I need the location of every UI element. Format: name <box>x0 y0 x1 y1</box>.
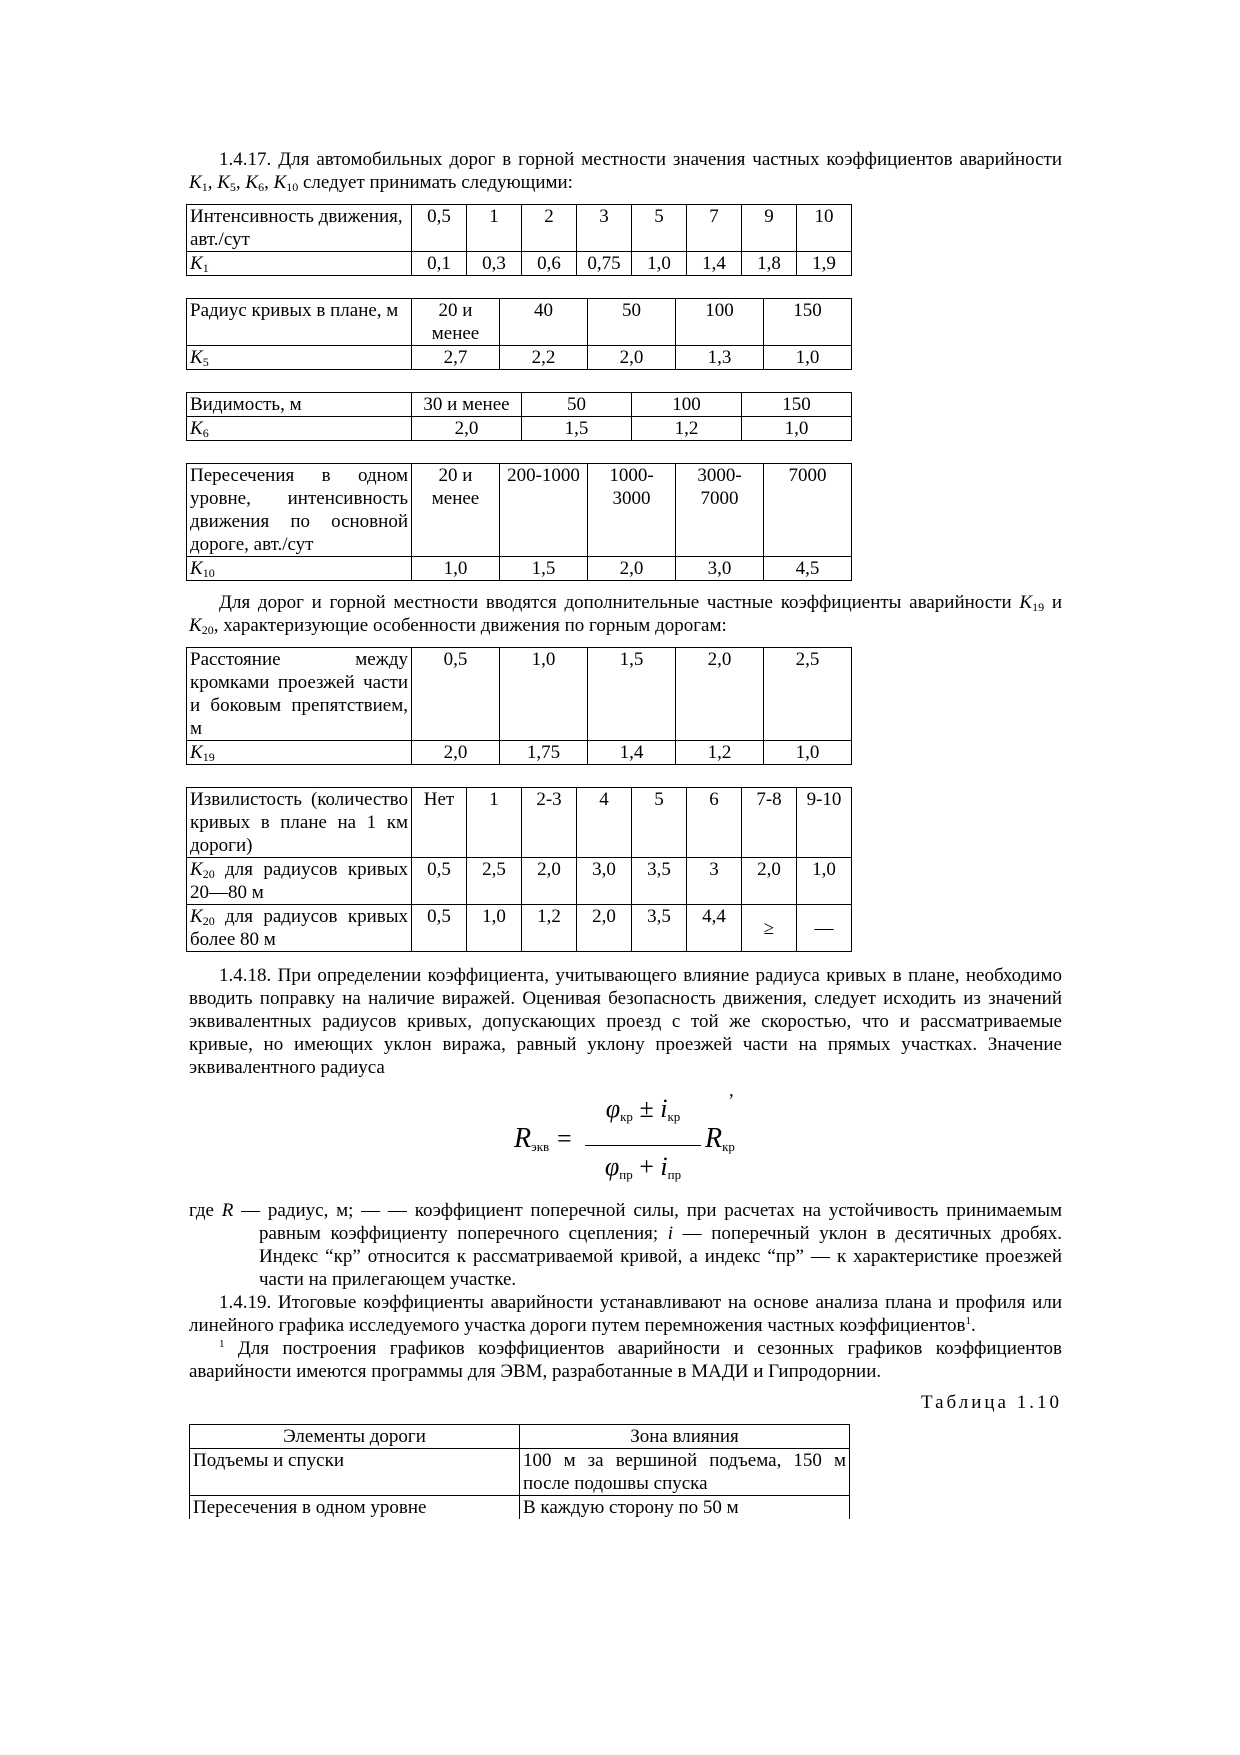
formula-denominator: φпр + iпр <box>604 1152 682 1182</box>
table-row <box>187 417 852 441</box>
fraction-bar <box>585 1145 701 1146</box>
table-cell: 1,9 <box>797 252 852 276</box>
table-cell: 1,0 <box>500 648 588 741</box>
table-cell: 9-10 <box>797 788 852 858</box>
footnote: $^1$ Для построения графиков коэффициентов аварийности и сезонных графиков коэффициентов аварийности имеются программы для ЭВМ, разработанные в МАДИ и Гипродорнии. <box>189 1338 1062 1382</box>
table-cell: 0,1 <box>412 252 467 276</box>
table-cell: 5 <box>632 788 687 858</box>
table-label: Видимость, м <box>187 393 412 417</box>
table-cell: 2,0 <box>412 741 500 765</box>
coefficient-label: $K_5$ <box>187 346 412 370</box>
table-cell: 2,0 <box>522 858 577 905</box>
table-cell: 2,0 <box>412 417 522 441</box>
table-cell: 1 <box>467 788 522 858</box>
formula-lhs: Rэкв <box>514 1123 550 1154</box>
table-cell: 1,4 <box>687 252 742 276</box>
table-row <box>187 557 852 581</box>
table-k6 <box>186 392 852 441</box>
table-cell: 3,5 <box>632 905 687 952</box>
table-cell: 10 <box>797 205 852 252</box>
table-cell: 2,7 <box>412 346 500 370</box>
table-cell: 1 <box>467 205 522 252</box>
column-header: Зона влияния <box>520 1425 850 1449</box>
table-cell: 2,5 <box>764 648 852 741</box>
table-row <box>187 299 852 346</box>
table-cell: 1,5 <box>588 648 676 741</box>
table-cell: 7000 <box>764 464 852 557</box>
table-k10 <box>186 463 852 581</box>
paragraph-1-4-19: 1.4.19. Итоговые коэффициенты аварийности устанавливают на основе анализа плана и профиля или линейного графика исследуемого участка дороги путем перемножения частных коэффициентов$^1$. <box>189 1292 1062 1336</box>
paragraph-1-4-17: 1.4.17. Для автомобильных дорог в горной местности значения частных коэффициентов аварийности $K_1$, $K_5$, $K_6$, $K_{10}$ следует принимать следующими: <box>189 149 1062 194</box>
table-cell: 1,5 <box>500 557 588 581</box>
table-cell: 0,5 <box>412 858 467 905</box>
table-cell: 30 и менее <box>412 393 522 417</box>
table-cell: 2 <box>522 205 577 252</box>
table-cell: 5 <box>632 205 687 252</box>
table-cell: 7 <box>687 205 742 252</box>
table-row <box>187 858 852 905</box>
table-cell: 1,8 <box>742 252 797 276</box>
coefficient-label: $K_6$ <box>187 417 412 441</box>
table-cell: 150 <box>742 393 852 417</box>
table-k1 <box>186 204 852 276</box>
document-page <box>189 148 1062 1519</box>
formula-equals: = <box>557 1124 572 1153</box>
coefficient-label: $K_{19}$ <box>187 741 412 765</box>
table-k5 <box>186 298 852 370</box>
table-k19 <box>186 647 852 765</box>
table-row <box>187 205 852 252</box>
table-cell: 4 <box>577 788 632 858</box>
table-cell: 7-8 <box>742 788 797 858</box>
table-cell: 0,5 <box>412 205 467 252</box>
table-cell: 0,5 <box>412 648 500 741</box>
table-row <box>187 788 852 858</box>
table-cell: 20 и менее <box>412 299 500 346</box>
table-cell: 50 <box>588 299 676 346</box>
table-cell: 0,6 <box>522 252 577 276</box>
table-cell: 2-3 <box>522 788 577 858</box>
table-cell: 0,75 <box>577 252 632 276</box>
table-cell: Нет <box>412 788 467 858</box>
formula-comma: , <box>729 1080 734 1101</box>
table-cell: 9 <box>742 205 797 252</box>
table-cell: 40 <box>500 299 588 346</box>
table-label: Извилистость (количество кривых в плане на 1 км дороги) <box>187 788 412 858</box>
table-cell: 3,5 <box>632 858 687 905</box>
table-row <box>190 1449 850 1496</box>
table-cell: 1,0 <box>764 346 852 370</box>
table-row <box>190 1496 850 1520</box>
table-cell: 1,0 <box>742 417 852 441</box>
table-cell: 6 <box>687 788 742 858</box>
table-cell: Пересечения в одном уровне <box>190 1496 520 1520</box>
table-cell: 2,0 <box>588 346 676 370</box>
table-row <box>187 252 852 276</box>
column-header: Элементы дороги <box>190 1425 520 1449</box>
table-1-10 <box>189 1424 850 1519</box>
table-label: Радиус кривых в плане, м <box>187 299 412 346</box>
table-cell: 100 м за вершиной подъема, 150 м после подошвы спуска <box>520 1449 850 1496</box>
table-cell: 3,0 <box>577 858 632 905</box>
table-cell: 2,0 <box>676 648 764 741</box>
table-cell: 1,3 <box>676 346 764 370</box>
table-cell: 1,5 <box>522 417 632 441</box>
table-cell: 100 <box>676 299 764 346</box>
coefficient-label: $K_{10}$ <box>187 557 412 581</box>
coefficient-label: $K_{20}$ для радиусов кривых 20—80 м <box>187 858 412 905</box>
table-cell: 2,2 <box>500 346 588 370</box>
table-cell: 1,2 <box>676 741 764 765</box>
table-cell: 1,2 <box>632 417 742 441</box>
table-cell: 1,4 <box>588 741 676 765</box>
table-label: Интенсивность движения, авт./сут <box>187 205 412 252</box>
paragraph-1-4-18: 1.4.18. При определении коэффициента, учитывающего влияние радиуса кривых в плане, необходимо вводить поправку на наличие виражей. Оценивая безопасность движения, следует исходить из значений эквивалентных радиусов кривых, допускающих проезд с той же скоростью, что и рассматриваемые кривые, но имеющих уклон виража, равный уклону проезжей части на прямых участках. Значение эквивалентного радиуса <box>189 965 1062 1078</box>
table-cell: 1000-3000 <box>588 464 676 557</box>
table-cell: В каждую сторону по 50 м <box>520 1496 850 1520</box>
table-cell: 0,3 <box>467 252 522 276</box>
table-cell: 2,0 <box>577 905 632 952</box>
table-cell: 150 <box>764 299 852 346</box>
table-cell: 2,0 <box>588 557 676 581</box>
table-cell: ≥ <box>742 905 797 952</box>
table-cell: 0,5 <box>412 905 467 952</box>
table-caption: Таблица 1.10 <box>920 1392 1062 1413</box>
formula-rhs-radius: Rкр <box>705 1123 735 1154</box>
equivalent-radius-formula <box>189 1079 1062 1199</box>
table-cell: 2,5 <box>467 858 522 905</box>
table-row <box>187 741 852 765</box>
table-cell: — <box>797 905 852 952</box>
table-cell: 2,0 <box>742 858 797 905</box>
table-cell: 1,0 <box>467 905 522 952</box>
table-cell: 3,0 <box>676 557 764 581</box>
table-cell: 4,4 <box>687 905 742 952</box>
table-cell: Подъемы и спуски <box>190 1449 520 1496</box>
table-row <box>187 346 852 370</box>
table-cell: 3 <box>687 858 742 905</box>
table-label: Пересечения в одном уровне, интенсивность движения по основной дороге, авт./сут <box>187 464 412 557</box>
table-cell: 1,75 <box>500 741 588 765</box>
table-cell: 20 и менее <box>412 464 500 557</box>
coefficient-label: $K_1$ <box>187 252 412 276</box>
formula-numerator: φкр ± iкр <box>605 1094 681 1124</box>
table-cell: 3000-7000 <box>676 464 764 557</box>
table-header-row <box>190 1425 850 1449</box>
table-row <box>187 464 852 557</box>
table-cell: 200-1000 <box>500 464 588 557</box>
table-cell: 100 <box>632 393 742 417</box>
table-cell: 1,0 <box>632 252 687 276</box>
table-cell: 1,0 <box>764 741 852 765</box>
table-label: Расстояние между кромками проезжей части и боковым препятствием, м <box>187 648 412 741</box>
paragraph-extra-coefficients: Для дорог и горной местности вводятся дополнительные частные коэффициенты аварийности $K_{19}$ и $K_{20}$, характеризующие особенности движения по горным дорогам: <box>189 592 1063 637</box>
table-row <box>187 393 852 417</box>
table-k20 <box>186 787 852 952</box>
table-cell: 4,5 <box>764 557 852 581</box>
table-row <box>187 905 852 952</box>
table-cell: 1,0 <box>797 858 852 905</box>
table-cell: 1,2 <box>522 905 577 952</box>
formula-legend: где R — радиус, м; — — коэффициент поперечной силы, при расчетах на устойчивость принимаемым равным коэффициенту поперечного сцепления; i — поперечный уклон в десятичных дробях. Индекс “кр” относится к рассматриваемой кривой, а индекс “пр” — к характеристике проезжей части на прилегающем участке. <box>189 1200 1062 1290</box>
table-row <box>187 648 852 741</box>
table-cell: 1,0 <box>412 557 500 581</box>
coefficient-label: $K_{20}$ для радиусов кривых более 80 м <box>187 905 412 952</box>
table-cell: 50 <box>522 393 632 417</box>
table-cell: 3 <box>577 205 632 252</box>
